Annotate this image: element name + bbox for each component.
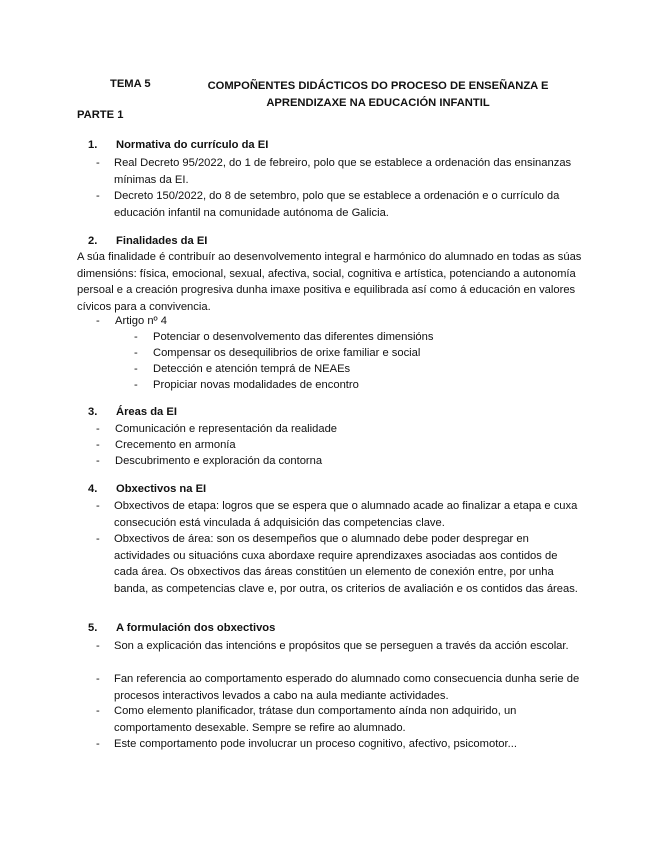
section-number: 5. xyxy=(88,622,98,634)
document-title xyxy=(178,78,578,112)
section-2-heading xyxy=(88,235,207,247)
section-number: 3. xyxy=(88,406,98,418)
section-3-heading xyxy=(88,406,177,418)
bullet-dash: - xyxy=(96,705,100,717)
section-number: 2. xyxy=(88,235,98,247)
list-item-text: Compensar os desequilibrios de orixe familiar e social xyxy=(153,347,421,359)
list-item-text: Decreto 150/2022, do 8 de setembro, polo que se establece a ordenación e o currículo da educación infantil na comunidade autónoma de Galicia. xyxy=(114,190,560,219)
section-title: Áreas da EI xyxy=(116,406,177,418)
section-1-heading xyxy=(88,139,268,151)
list-item-text: Real Decreto 95/2022, do 1 de febreiro, polo que se establece a ordenación das ensinanzas mínimas da EI. xyxy=(114,157,572,186)
section-title: Obxectivos na EI xyxy=(116,483,207,495)
list-item-text: Este comportamento pode involucrar un proceso cognitivo, afectivo, psicomotor... xyxy=(114,738,517,750)
bullet-dash: - xyxy=(96,455,100,467)
title-line-1: COMPOÑENTES DIDÁCTICOS DO PROCESO DE ENSEÑANZA E xyxy=(207,80,549,92)
list-item-text: Descubrimento e exploración da contorna xyxy=(115,455,323,467)
section-title: Normativa do currículo da EI xyxy=(116,139,269,151)
parte-heading: PARTE 1 xyxy=(77,109,124,121)
section-paragraph: A súa finalidade é contribuír ao desenvolvemento integral e harmónico do alumnado en todas as súas dimensións: física, emocional, sexual, afectiva, social, cognitiva e artística, potenciando a autonomía persoal e a creación progresiva dunha imaxe positiva e equilibrada así como á educación en valores cívicos para a convivencia. xyxy=(77,251,582,313)
bullet-dash: - xyxy=(96,423,100,435)
bullet-dash: - xyxy=(96,500,100,512)
bullet-dash: - xyxy=(96,738,100,750)
list-item-text: Fan referencia ao comportamento esperado do alumnado como consecuencia dunha serie de procesos interactivos levados a cabo na aula mediante actividades. xyxy=(114,673,580,702)
section-5-heading xyxy=(88,622,275,634)
bullet-dash: - xyxy=(96,190,100,202)
bullet-dash: - xyxy=(134,363,138,375)
title-line-2: APRENDIZAXE NA EDUCACIÓN INFANTIL xyxy=(266,97,490,109)
bullet-dash: - xyxy=(96,533,100,545)
list-item-text: Obxectivos de área: son os desempeños que o alumnado debe poder despregar en actividades ou situacións cuxa abordaxe require aprendizaxes asociadas aos contidos de cada área. Os obxectivos das áreas constitúen un elemento de conexión entre, por unha banda, as competencias clave e, por outra, os criterios de avaliación e os contidos das áreas. xyxy=(114,533,578,595)
list-item-text: Crecemento en armonía xyxy=(115,439,236,451)
bullet-dash: - xyxy=(96,315,100,327)
list-item-text: Son a explicación das intencións e propósitos que se perseguen a través da acción escolar. xyxy=(114,640,569,652)
bullet-dash: - xyxy=(96,157,100,169)
bullet-dash: - xyxy=(96,640,100,652)
list-item-text: Como elemento planificador, trátase dun comportamento aínda non adquirido, un comportamento desexable. Sempre se refire ao alumnado. xyxy=(114,705,517,734)
section-4-heading xyxy=(88,483,206,495)
section-title: A formulación dos obxectivos xyxy=(116,622,276,634)
bullet-dash: - xyxy=(134,347,138,359)
list-item-text: Potenciar o desenvolvemento das diferentes dimensións xyxy=(153,331,434,343)
section-title: Finalidades da EI xyxy=(116,235,208,247)
tema-label: TEMA 5 xyxy=(110,78,151,90)
list-item-text: Propiciar novas modalidades de encontro xyxy=(153,379,359,391)
section-number: 1. xyxy=(88,139,98,151)
bullet-dash: - xyxy=(134,379,138,391)
section-number: 4. xyxy=(88,483,98,495)
list-item-text: Comunicación e representación da realidade xyxy=(115,423,338,435)
list-item-text: Obxectivos de etapa: logros que se espera que o alumnado acade ao finalizar a etapa e cuxa consecución está vinculada á adquisición das competencias clave. xyxy=(114,500,578,529)
bullet-dash: - xyxy=(96,673,100,685)
list-item-text: Artigo nº 4 xyxy=(115,315,167,327)
list-item-text: Detección e atención temprá de NEAEs xyxy=(153,363,351,375)
bullet-dash: - xyxy=(134,331,138,343)
bullet-dash: - xyxy=(96,439,100,451)
